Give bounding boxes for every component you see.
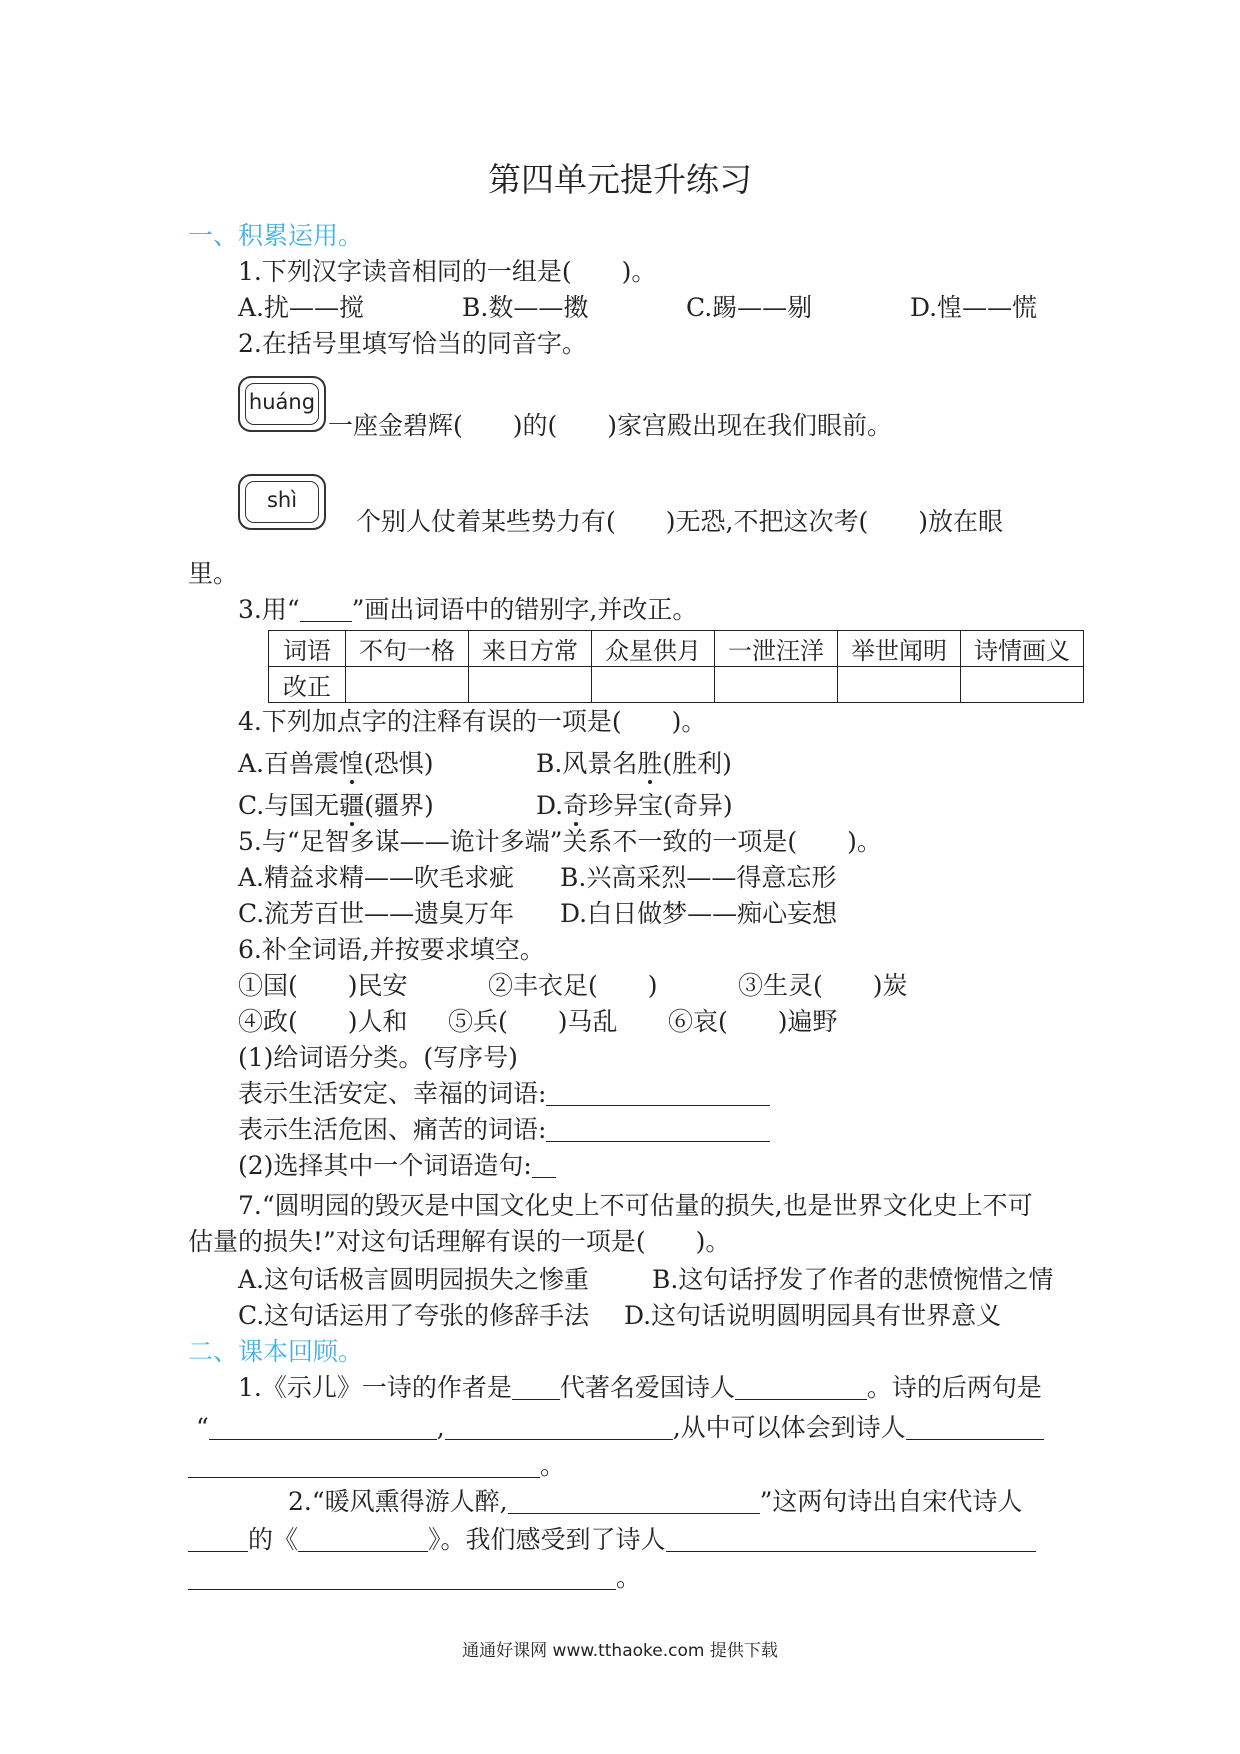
q1-option-d: D.惶——慌 [910,293,1038,322]
answer-blank[interactable] [906,1415,1044,1440]
q7-stem-1: 7.“圆明园的毁灭是中国文化史上不可估量的损失,也是世界文化史上不可 [238,1191,1033,1220]
table-word: 来日方常 [469,631,592,667]
answer-blank[interactable] [188,1527,248,1552]
q5-stem: 5.与“足智多谋——诡计多端”关系不一致的一项是( )。 [238,827,882,856]
table-row-label: 改正 [269,667,346,703]
typo-table [268,630,1084,703]
q4-option-b: B.风景名胜(胜利) [536,749,732,778]
pinyin-box [238,474,326,530]
answer-blank[interactable] [298,1527,428,1552]
q7-option-a: A.这句话极言圆明园损失之惨重 [238,1265,590,1294]
q4-stem: 4.下列加点字的注释有误的一项是( )。 [238,707,707,736]
footer-text: 通通好课网 www.tthaoke.com 提供下载 [462,1641,778,1661]
q2-stem: 2.在括号里填写恰当的同音字。 [238,329,587,358]
q1-stem: 1.下列汉字读音相同的一组是( )。 [238,257,657,286]
s2-q1-line2: “ , ,从中可以体会到诗人 [196,1412,1044,1444]
q6-word-5: ⑤兵( )马乱 [448,1007,618,1036]
q2-sentence-2: 个别人仗着某些势力有( )无恐,不把这次考( )放在眼 [356,507,1003,536]
q1-option-c: C.踢——剔 [686,293,813,322]
s2-q2-line1: 2.“暖风熏得游人醉, ”这两句诗出自宋代诗人 [288,1487,1023,1516]
answer-blank[interactable] [666,1527,1036,1552]
answer-blank[interactable] [209,1415,437,1440]
pinyin-shi: shì [266,488,298,512]
pinyin-box [238,376,326,432]
table-row-label: 词语 [269,631,346,667]
answer-cell[interactable] [961,667,1084,703]
answer-cell[interactable] [592,667,715,703]
answer-blank[interactable] [512,1375,560,1400]
q6-stem: 6.补全词语,并按要求填空。 [238,935,545,964]
answer-blank[interactable] [188,1565,616,1590]
answer-blank[interactable] [188,1453,540,1478]
s2-q2-line3: 。 [188,1562,641,1594]
section1-heading: 一、积累运用。 [188,221,364,250]
answer-cell[interactable] [715,667,838,703]
q4-option-d: D.奇珍异宝(奇异) [536,791,733,820]
q3-stem: 3.用“ ”画出词语中的错别字,并改正。 [238,595,698,624]
q6-line1: 表示生活安定、幸福的词语: [238,1078,770,1110]
answer-cell[interactable] [469,667,592,703]
dotted-char: 胜 [637,749,663,778]
s2-q1-line3: 。 [188,1450,565,1482]
s2-q2-line2: 的《 》。我们感受到了诗人 [188,1524,1036,1556]
table-word: 不句一格 [346,631,469,667]
q6-word-6: ⑥哀( )遍野 [668,1007,838,1036]
q7-option-c: C.这句话运用了夸张的修辞手法 [238,1301,590,1330]
table-word: 众星供月 [592,631,715,667]
q2-sentence-2-cont: 里。 [188,559,239,588]
pinyin-huang: huáng [248,390,316,414]
answer-blank[interactable] [508,1489,760,1514]
q7-option-b: B.这句话抒发了作者的悲愤惋惜之情 [652,1265,1054,1294]
q5-option-c: C.流芳百世——遗臭万年 [238,899,515,928]
dotted-char: 奇 [563,791,589,820]
q6-word-2: ②丰衣足( ) [488,971,658,1000]
answer-blank[interactable] [445,1415,673,1440]
q6-word-1: ①国( )民安 [238,971,408,1000]
table-word: 举世闻明 [838,631,961,667]
answer-cell[interactable] [838,667,961,703]
q5-option-d: D.白日做梦——痴心妄想 [560,899,838,928]
answer-blank[interactable] [735,1375,867,1400]
q5-option-b: B.兴高采烈——得意忘形 [560,863,837,892]
table-word: 诗情画义 [961,631,1084,667]
q7-option-d: D.这句话说明圆明园具有世界意义 [624,1301,1002,1330]
answer-cell[interactable] [346,667,469,703]
q4-option-c: C.与国无疆(疆界) [238,791,434,820]
q1-option-a: A.扰——搅 [238,293,365,322]
q6-word-4: ④政( )人和 [238,1007,408,1036]
dotted-char: 惶 [339,749,365,778]
q5-option-a: A.精益求精——吹毛求疵 [238,863,515,892]
answer-blank[interactable] [546,1117,770,1142]
q6-sub2: (2)选择其中一个词语造句: [238,1150,556,1182]
q4-option-a: A.百兽震惶(恐惧) [238,749,434,778]
q6-line2: 表示生活危困、痛苦的词语: [238,1114,770,1146]
answer-blank[interactable] [532,1153,556,1178]
dotted-char: 疆 [339,791,365,820]
q6-word-3: ③生灵( )炭 [738,971,908,1000]
table-row [269,667,1084,703]
table-word: 一泄汪洋 [715,631,838,667]
q1-option-b: B.数——擞 [462,293,589,322]
section2-heading: 二、课本回顾。 [188,1337,364,1366]
q6-sub1: (1)给词语分类。(写序号) [238,1043,518,1072]
q7-stem-2: 估量的损失!”对这句话理解有误的一项是( )。 [188,1227,731,1256]
answer-blank[interactable] [546,1081,770,1106]
table-row [269,631,1084,667]
q2-sentence-1: 一座金碧辉( )的( )家宫殿出现在我们眼前。 [328,411,893,440]
page-title: 第四单元提升练习 [488,160,752,199]
underline-sample [300,597,352,622]
s2-q1-line1: 1.《示儿》一诗的作者是 代著名爱国诗人 。诗的后两句是 [238,1373,1042,1402]
